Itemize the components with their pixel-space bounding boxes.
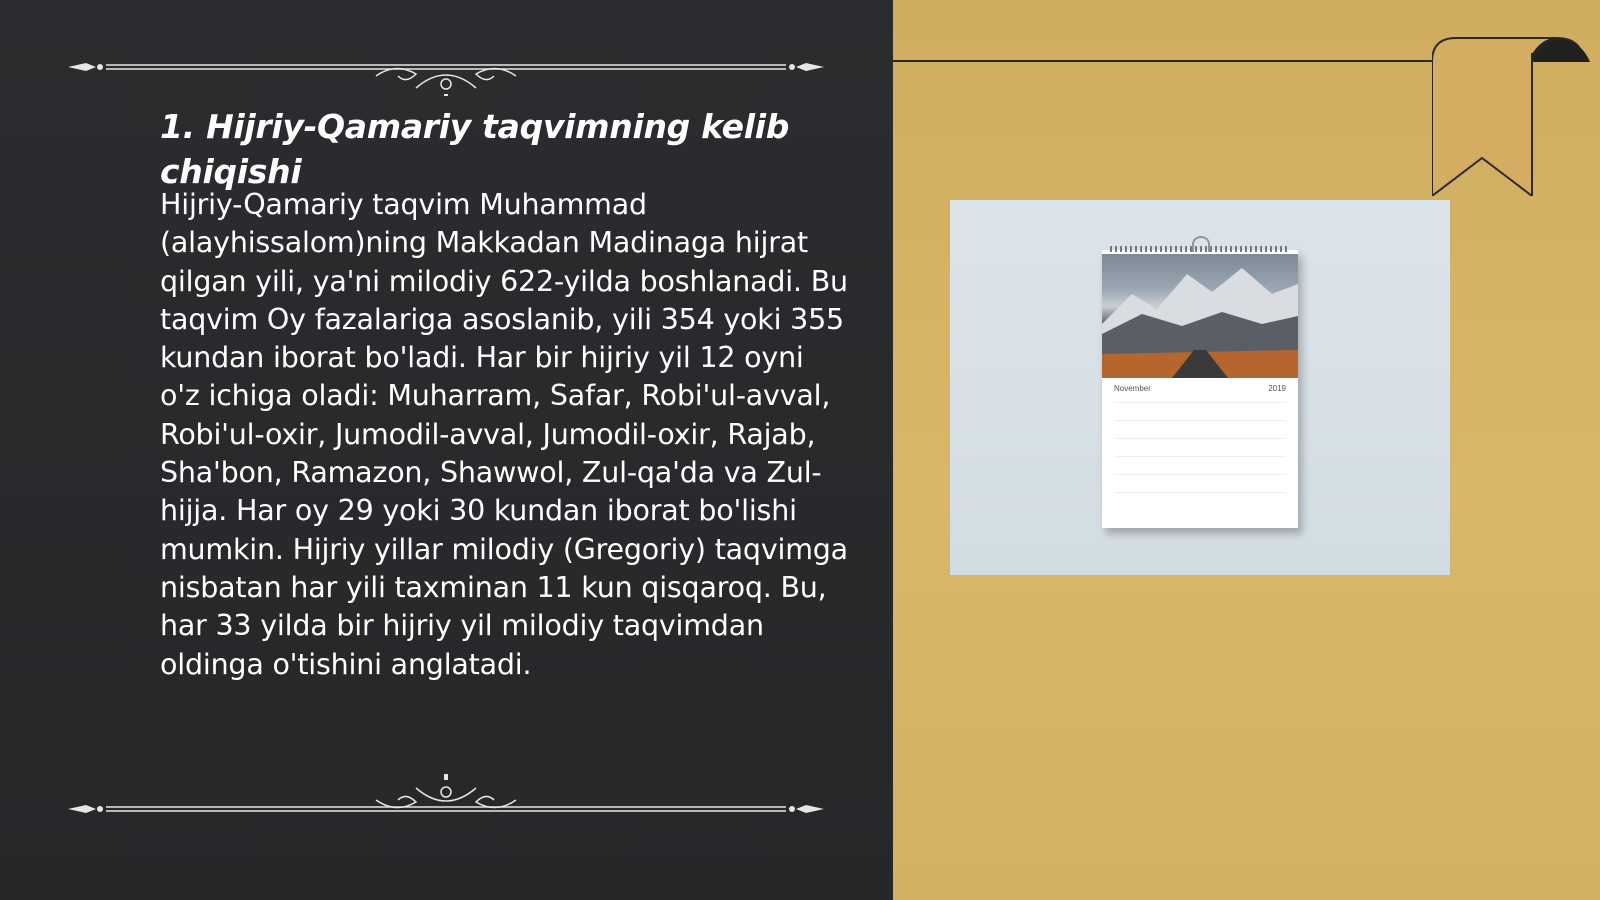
bottom-ornament-divider-icon: [66, 772, 826, 832]
calendar-header: [1114, 384, 1286, 393]
calendar-month: November: [1114, 384, 1151, 393]
wall-calendar-photo: [950, 200, 1450, 575]
calendar-spiral-icon: [1110, 246, 1290, 252]
slide-title: 1. Hijriy-Qamariy taqvimning kelib chiqishi: [160, 107, 790, 191]
mountain-landscape-photo: [1102, 254, 1298, 378]
calendar-image: [1102, 250, 1298, 528]
top-ornament-divider-icon: [66, 36, 826, 96]
horizontal-rule: [893, 60, 1438, 62]
slide-body-text: Hijriy-Qamariy taqvim Muhammad (alayhissalom)ning Makkadan Madinaga hijrat qilgan yili, ya'ni milodiy 622-yilda boshlanadi. Bu taqvim Oy fazalariga asoslanib, yili 354 yoki 355 kundan iborat bo'ladi. Har bir hijriy yil 12 oyni o'z ichiga oladi: Muharram, Safar, Robi'ul-avval, Robi'ul-oxir, Jumodil-avval, Jumodil-oxir, Rajab, Sha'bon, Ramazon, Shawwol, Zul-qa'da va Zul-hijja. Har oy 29 yoki 30 kundan iborat bo'lishi mumkin. Hijriy yillar milodiy (Gregoriy) taqvimga nisbatan har yili taxminan 11 kun qisqaroq. Bu, har 33 yilda bir hijriy yil milodiy taqvimdan oldinga o'tishini anglatadi.: [160, 188, 848, 681]
calendar-year: 2019: [1268, 384, 1286, 393]
calendar-grid: [1114, 402, 1286, 514]
bookmark-ribbon-icon: [1432, 36, 1600, 196]
